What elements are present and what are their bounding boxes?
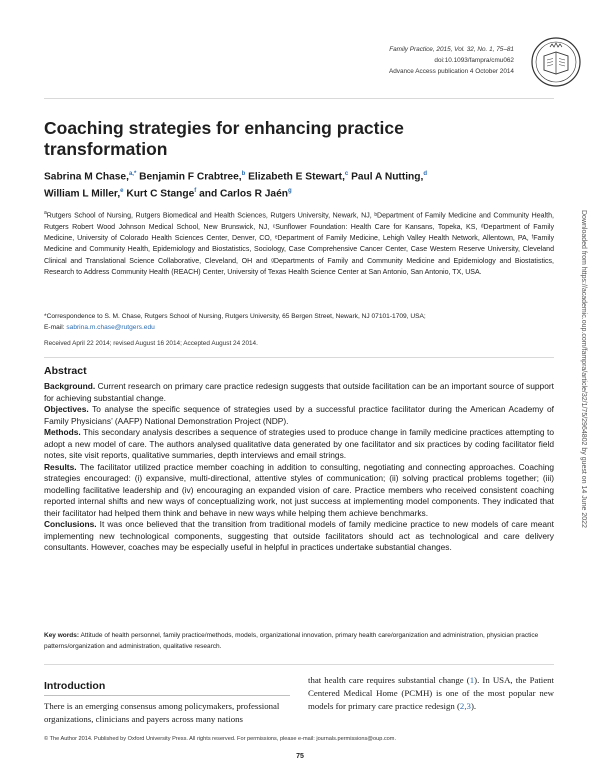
author-affiliation-marker: c [344,171,349,177]
keywords [44,631,554,652]
author-affiliation-marker: d [423,171,427,177]
keywords-label: Key words: [44,632,80,639]
introduction-right-column [308,674,554,713]
header-divider [44,98,554,99]
correspondence-text: *Correspondence to S. M. Chase, Rutgers School of Nursing, Rutgers University, 65 Bergen Street, Newark, NJ 07101-1709, USA; [44,313,426,320]
download-watermark [575,210,589,590]
email-label: E-mail: [44,324,65,331]
citation-link[interactable]: 3 [466,701,471,711]
author-name[interactable]: William L Miller, [44,188,121,200]
copyright-notice: © The Author 2014. Published by Oxford University Press. All rights reserved. For permissions, please e-mail: journals.permissions@oup.com. [44,736,396,742]
author-affiliation-marker: e [120,188,124,195]
author-list [44,167,554,202]
abstract-body [44,381,554,554]
email-link[interactable]: sabrina.m.chase@rutgers.edu [66,324,155,331]
abstract-methods [44,427,554,462]
citation-link[interactable]: 1 [469,675,475,685]
author-name[interactable]: Paul A Nutting, [348,171,424,183]
doi[interactable]: doi:10.1093/fampra/cmu062 [434,57,514,64]
correspondence [44,311,554,333]
abstract-label: Background. [44,381,96,391]
intro-text: ). [470,701,477,711]
keywords-text: Attitude of health personnel, family practice/methods, models, organizational innovation, primary health care/organization and administration, physician practice patterns/organization and administration, qualitative research. [44,632,539,650]
abstract-text: To analyse the specific sequence of strategies used by a successful practice facilitator during the American Academy of Family Physicians’ (AAFP) National Demonstration Project (NDP). [44,404,554,426]
journal-citation: Family Practice, 2015, Vol. 32, No. 1, 75–81 [389,46,514,53]
abstract-background [44,381,554,404]
author-name[interactable]: Benjamin F Crabtree, [136,171,242,183]
received-dates: Received April 22 2014; revised August 16 2014; Accepted August 24 2014. [44,340,258,347]
keywords-divider [44,664,554,665]
abstract-label: Conclusions. [44,519,97,529]
citation-separator: , [464,701,467,711]
citation-link[interactable]: 2 [459,701,465,711]
intro-text: that health care requires substantial change ( [308,675,470,685]
abstract-results [44,462,554,520]
abstract-text: The facilitator utilized practice member coaching in addition to consulting, negotiating and connecting approaches. Coaching strategies encouraged: (i) expansive, multi-directional, attentive styles of communication; (ii) solving practical problems together; (iii) modelling facilitative leadership and (iv) encouraging an expanded vision of care. Practice members who received consistent coaching reported internal shifts and new ways of conceptualizing work, not just success at implementing model components. They indicated that their facilitator had helped them think and behave in new ways while helping them achieve benchmarks. [44,461,554,518]
abstract-label: Methods. [44,427,81,437]
introduction-heading: Introduction [44,680,106,692]
affiliations [44,208,554,278]
abstract-heading: Abstract [44,365,87,377]
author-affiliation-marker: g [287,188,292,195]
author-affiliation-marker: b [241,171,246,177]
advance-access-date: Advance Access publication 4 October 2014 [388,68,514,75]
affiliations-text: Rutgers School of Nursing, Rutgers Biomedical and Health Sciences, Rutgers University, Newark, NJ, ᵇDepartment of Family Medicine and Community Health, Rutgers Robert Wood Johnson Medical School, New Brunswick, NJ, ᶜSunflower Foundation: Health Care for Kansans, Topeka, KS, ᵈDepartment of Family Medicine, University of Colorado Health Sciences Center, Denver, CO, ᵉDepartment of Family Medicine, Lehigh Valley Health Network, Allentown, PA, ᶠFamily Medicine and Community Health, Epidemiology and Biostatistics, Sociology, Case Comprehensive Cancer Center, Case Western Reserve University, Cleveland Clinical and Translational Science Collaborative, Cleveland, OH and ᵍDepartments of Family and Community Medicine and Epidemiology and Biostatistics, Research to Address Community Health (REACH) Center, University of Texas Health Science Center at San Antonio, San Antonio, TX, USA. [44,212,554,276]
introduction-rule [44,695,290,696]
abstract-divider [44,357,554,358]
abstract-label: Objectives. [44,404,89,414]
author-affiliation-marker: f [194,188,197,195]
abstract-objectives [44,404,554,427]
abstract-text: It was once believed that the transition from traditional models of family medicine practice to new models of care meant implementing new technological components, suggesting that outside facilitators should act as technological and care delivery consultants. However, coaches may be especially useful in helpful in practices undertake substantial changes. [44,519,554,552]
abstract-text: Current research on primary care practice redesign suggests that outside facilitation can be an important source of support for achieving substantial change. [44,381,554,403]
author-name[interactable]: Kurt C Stange [123,188,195,200]
article-title: Coaching strategies for enhancing practice transformation [44,118,404,159]
abstract-label: Results. [44,461,77,472]
author-name[interactable]: Sabrina M Chase, [44,171,129,183]
author-name[interactable]: Elizabeth E Stewart, [245,171,345,183]
journal-metadata [274,44,514,77]
download-watermark-text: Downloaded from https://academic.oup.com/fampra/article/32/1/75/2964802 by guest on 14 June 2022 [580,210,587,528]
author-name[interactable]: and Carlos R Jaén [196,188,288,200]
abstract [44,365,554,554]
abstract-text: This secondary analysis describes a sequence of strategies used to produce change in family medicine practices attempting to adopt a new model of care. The authors analysed qualitative data generated by one facilitator and six practices by coding facilitator field notes, site visit reports, qualitative summaries, depth interviews and email strings. [44,427,554,460]
abstract-conclusions [44,519,554,554]
page-number: 75 [296,753,304,760]
introduction-left-column: There is an emerging consensus among policymakers, professional organizations, clinicians and payers across many nations [44,701,280,724]
oxford-university-press-seal-icon [530,36,582,88]
intro-text: ). In USA, the Patient Centered Medical Home (PCMH) is one of the most popular new models for primary care practice redesign ( [308,675,554,711]
affiliation-marker: a [44,210,47,216]
author-affiliation-marker: a,* [128,171,137,177]
